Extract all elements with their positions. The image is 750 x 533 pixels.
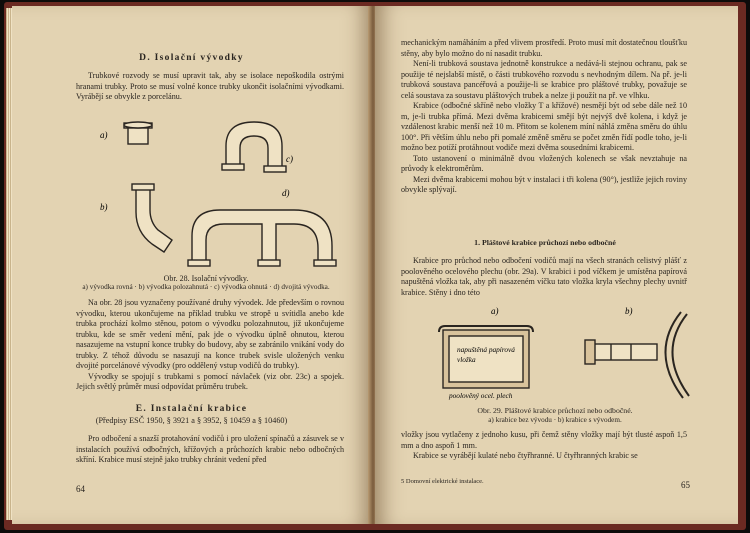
right-paragraph-6 [401,256,687,298]
section-e-regulations: (Předpisy ESČ 1950, § 3921 a § 3952, § 10459 a § 10460) [95,416,288,425]
paragraph-text: Vývodky se spojují s trubkami s pomocí návlaček (viz obr. 23c) a spojek. Jejich světlý průměr musí odpovídat průměru trubek. [76,371,344,391]
paragraph-text: vložky jsou vytlačeny z jednoho kusu, při čemž stěny vložky mají být tlusté aspoň 1,5 mm a dno aspoň 1 mm. [401,430,687,450]
fig-28-title: Obr. 28. Isolační vývodky. [163,274,249,283]
paragraph-text: Krabice se vyrábějí kulaté nebo čtyřhranné. U čtyřhranných krabic se [413,451,638,460]
paragraph-text: Krabice pro průchod nebo odbočení vodičů mají na všech stranách celistvý plášť z poolověného ocelového plechu (obr. 29a). V krabici i pod víčkem je umístěna papírová napuštěná vložka tak, aby při nasazeném víčku tato vložka kryla všechny plechy uvnitř krabice. Stěny i dno této [401,256,687,297]
fig-inner-label-3: poolověný ocel. plech [449,391,513,400]
fig-28-description: a) vývodka rovná · b) vývodka polozahnutá · c) vývodka ohnutá · d) dvojitá vývodka. [82,283,330,291]
figure-28 [96,106,356,276]
right-page [375,6,738,524]
fig-label-c: c) [286,154,293,164]
vyvodka-polozahnuta-drawing [132,184,172,252]
fig-29-label-a: a) [491,306,499,316]
krabice-s-vyvodem-drawing [585,312,689,398]
paragraph-text: mechanickým namáháním a před vlivem prostředí. Proto musí mít dostatečnou tloušťku stěny, aby bylo možno do ní nasadit trubku. [401,38,687,58]
paragraph-text: Mezi dvěma krabicemi mohou být v instalaci i tři kolena (90°), jestliže jejich roviny obvykle splývají. [401,174,687,194]
krabice-bez-vyvodu-drawing [439,326,533,388]
page-footnote: 5 Domovní elektrické instalace. [401,478,484,485]
fig-29-description: a) krabice bez vývodu · b) krabice s vývodem. [488,416,622,424]
vyvodka-rovna-drawing [124,122,152,144]
fig-29-label-b: b) [625,306,633,316]
right-paragraphs-top [401,38,687,196]
right-paragraph-7 [401,430,687,462]
paragraph-text: Krabice (odbočné skříně nebo vložky T a křížové) nesmějí být od sebe dále než 10 m, je-li trubka přímá. Mezi dvěma krabicemi smějí být nejvýš dvě kolena, i když je vzdálenost krabic menší než 10 m. Přitom se kolenem míní náhlá změna směru do úhlu 100°. Při větším úhlu nebo při pomalé změně směru se počet změn řídí podle toho, je-li možno bez potíží protáhnout vodiče mezi dvěma sousedními krabicemi. [401,101,687,152]
paragraph-text: Pro odbočení a snazší protahování vodičů i pro uložení spínačů a zásuvek se v instalacích používá odbočných, křížových a průchozích krabic nebo odbočných skříní. Krabice musí stejně jako trubky chránit vedení před [76,434,344,464]
page-number-right: 65 [681,480,690,490]
left-paragraph-2 [76,298,344,393]
section-heading-d: D. Isolační vývodky [139,53,244,63]
fig-label-a: a) [100,130,108,140]
left-page [12,6,371,524]
fig-inner-label-1: napuštěná papírová [457,345,515,354]
page-number-left: 64 [76,484,85,494]
vyvodka-dvojita-drawing [188,210,336,266]
paragraph-text: Není-li trubková soustava jednotně konstrukce a nedává-li stejnou ochranu, pak se použije té nejslabší místě, o části trubkového rozvodu s nevhodným dílem. Na př. je-li trubková soustava pancéřová a použije-li se krabice pro pláštové trubky, považuje se celá soustava za soustavu pláštových trubek a nelze ji použít na př. ve vlhku. [401,59,687,100]
paragraph-text: Na obr. 28 jsou vyznačeny používané druhy vývodek. Jde především o rovnou vývodku, kterou ukončujeme na příklad trubku ve stropě u svítidla anebo kde trubka prochází kolmo stěnou, potom o vývodku polozahnutou, jíž ukončujeme trubku, kde se směr vedení mění, pak jde o vývodku úplně ohnutou, kterou nasazujeme na vstupní konce trubky do budovy, aby se zabránilo vnikání vody do trubky. Z téhož důvodu se nasazují na konce trubek svisle uložených venku dvojité porcelánové vývodky (pro oddělený vstup vodičů do trubky). [76,298,344,370]
fig-inner-label-2: vložka [457,355,476,364]
paragraph-text: Toto ustanovení o minimálně dvou vložených kolenech se však nevztahuje na průvody k elektroměrům. [401,153,687,173]
figure-29 [435,302,695,402]
fig-label-d: d) [282,188,290,198]
paragraph-text: Trubkové rozvody se musí upravit tak, aby se isolace nepoškodila ostrými hranami trubky. Proto se musí volné konce trubky ukončit isolačními vývodkami. Vyrábějí se obvykle z porcelánu. [76,71,344,101]
section-heading-e: E. Instalační krabice [135,404,248,414]
left-paragraph-4 [76,434,344,466]
fig-29-title: Obr. 29. Pláštové krabice průchozí nebo odbočné. [477,406,633,415]
sub-heading-1: 1. Pláštové krabice průchozí nebo odbočné [474,238,616,247]
left-paragraph-1 [76,71,344,103]
fig-label-b: b) [100,202,108,212]
vyvodka-ohnuta-drawing [222,122,286,172]
